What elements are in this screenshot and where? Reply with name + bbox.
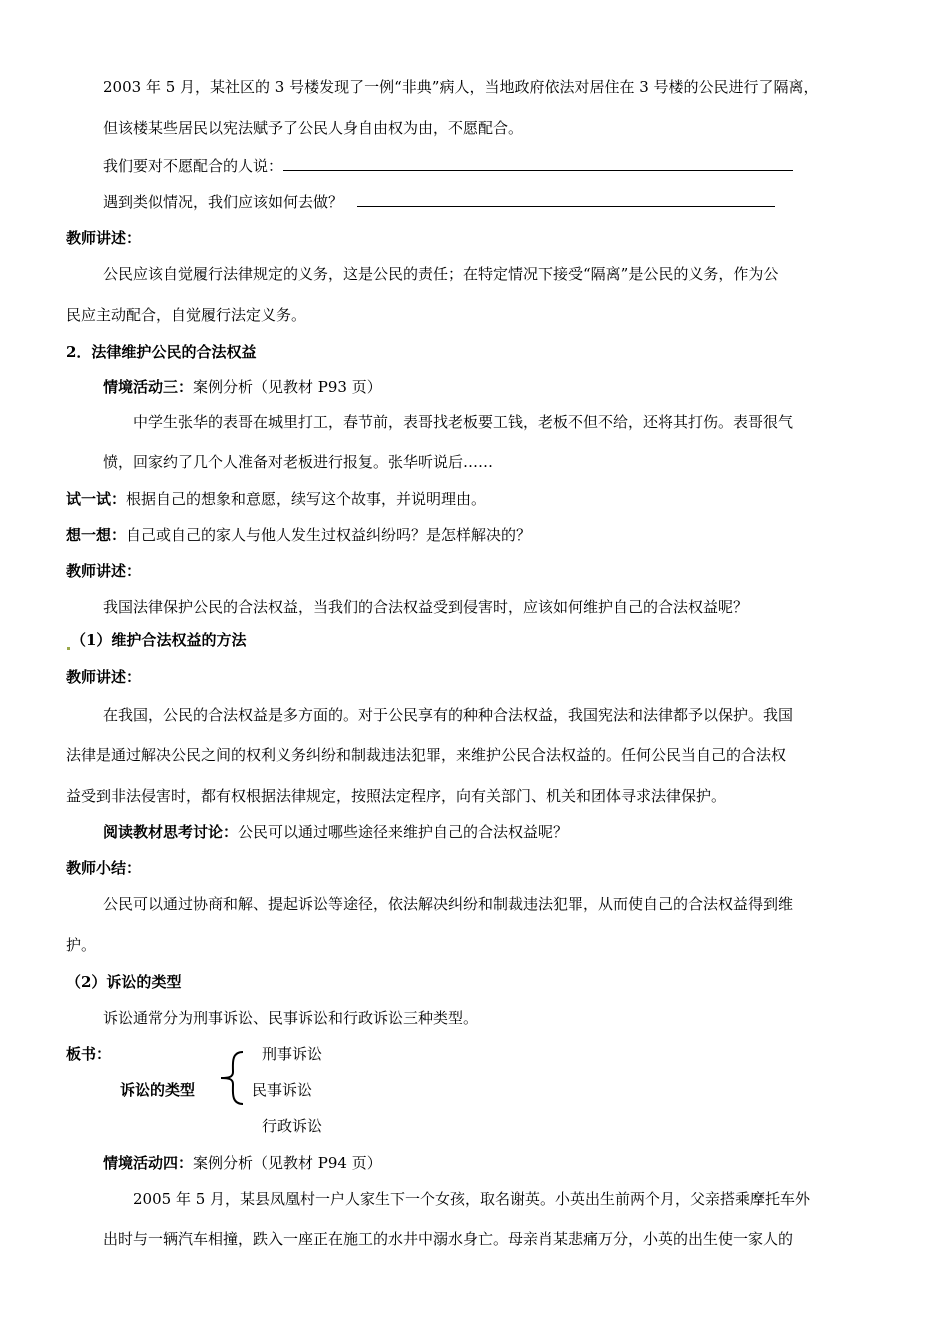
question2-text: 遇到类似情况，我们应该如何去做？ bbox=[103, 193, 344, 211]
activity4-text: 案例分析（见教材 P94 页） bbox=[193, 1154, 382, 1172]
question1-text: 我们要对不愿配合的人说： bbox=[103, 157, 284, 175]
sub2-title: （2）诉讼的类型 bbox=[66, 973, 182, 991]
discuss-label: 阅读教材思考讨论： bbox=[103, 823, 239, 841]
board-item-criminal: 刑事诉讼 bbox=[262, 1045, 323, 1063]
case1-line1: 2003 年 5 月，某社区的 3 号楼发现了一例“非典”病人，当地政府依法对居住在 3 号楼的公民进行了隔离， bbox=[103, 78, 819, 96]
try-label: 试一试： bbox=[66, 490, 127, 508]
teacher3-line2: 法律是通过解决公民之间的权利义务纠纷和制裁违法犯罪，来维护公民合法权益的。任何公民当自己的合法权 bbox=[66, 746, 787, 764]
marker-dot bbox=[67, 647, 70, 650]
case1-line2: 但该楼某些居民以宪法赋予了公民人身自由权为由，不愿配合。 bbox=[103, 119, 524, 137]
teacher3-line3: 益受到非法侵害时，都有权根据法律规定，按照法定程序，向有关部门、机关和团体寻求法律保护。 bbox=[66, 787, 727, 805]
board-label: 板书： bbox=[66, 1045, 112, 1063]
summary-line2: 护。 bbox=[66, 936, 97, 954]
board-center: 诉讼的类型 bbox=[120, 1081, 196, 1099]
types-intro: 诉讼通常分为刑事诉讼、民事诉讼和行政诉讼三种类型。 bbox=[103, 1009, 479, 1027]
try-text: 根据自己的想象和意愿，续写这个故事，并说明理由。 bbox=[126, 490, 487, 508]
case1-question2 bbox=[103, 192, 775, 212]
activity3-line1: 中学生张华的表哥在城里打工，春节前，表哥找老板要工钱，老板不但不给，还将其打伤。表哥很气 bbox=[133, 413, 794, 431]
activity4-line1: 2005 年 5 月，某县凤凰村一户人家生下一个女孩，取名谢英。小英出生前两个月，父亲搭乘摩托车外 bbox=[133, 1190, 811, 1208]
board-item-civil: 民事诉讼 bbox=[252, 1081, 313, 1099]
teacher3-label: 教师讲述： bbox=[66, 668, 142, 686]
summary-label: 教师小结： bbox=[66, 859, 142, 877]
try-row bbox=[66, 489, 486, 509]
teacher1-label: 教师讲述： bbox=[66, 229, 142, 247]
think-row bbox=[66, 525, 531, 545]
teacher3-line1: 在我国，公民的合法权益是多方面的。对于公民享有的种种合法权益，我国宪法和法律都予以保护。我国 bbox=[103, 706, 794, 724]
answer-blank-1 bbox=[283, 156, 793, 171]
curly-brace-icon bbox=[213, 1050, 247, 1106]
activity4-heading bbox=[103, 1153, 382, 1173]
case1-question1 bbox=[103, 156, 793, 176]
teacher2-line1: 我国法律保护公民的合法权益，当我们的合法权益受到侵害时，应该如何维护自己的合法权益呢？ bbox=[103, 598, 749, 616]
discuss-row bbox=[103, 822, 568, 842]
activity4-line2: 出时与一辆汽车相撞，跌入一座正在施工的水井中溺水身亡。母亲肖某悲痛万分，小英的出生使一家人的 bbox=[103, 1230, 794, 1248]
summary-line1: 公民可以通过协商和解、提起诉讼等途径，依法解决纠纷和制裁违法犯罪，从而使自己的合法权益得到维 bbox=[103, 895, 794, 913]
activity3-text: 案例分析（见教材 P93 页） bbox=[193, 378, 382, 396]
teacher1-line2: 民应主动配合，自觉履行法定义务。 bbox=[66, 306, 307, 324]
activity3-label: 情境活动三： bbox=[103, 378, 194, 396]
section2-title: 2．法律维护公民的合法权益 bbox=[66, 343, 257, 361]
board-item-administrative: 行政诉讼 bbox=[262, 1117, 323, 1135]
think-label: 想一想： bbox=[66, 526, 127, 544]
think-text: 自己或自己的家人与他人发生过权益纠纷吗？是怎样解决的？ bbox=[126, 526, 532, 544]
teacher1-line1: 公民应该自觉履行法律规定的义务，这是公民的责任；在特定情况下接受“隔离”是公民的义务，作为公 bbox=[103, 265, 779, 283]
sub1-title-text: （1）维护合法权益的方法 bbox=[71, 631, 247, 649]
activity3-line2: 愤，回家约了几个人准备对老板进行报复。张华听说后…… bbox=[103, 453, 494, 471]
sub1-title bbox=[66, 630, 246, 650]
activity4-label: 情境活动四： bbox=[103, 1154, 194, 1172]
discuss-text: 公民可以通过哪些途径来维护自己的合法权益呢？ bbox=[238, 823, 569, 841]
answer-blank-2 bbox=[357, 192, 775, 207]
teacher2-label: 教师讲述： bbox=[66, 562, 142, 580]
activity3-heading bbox=[103, 377, 382, 397]
